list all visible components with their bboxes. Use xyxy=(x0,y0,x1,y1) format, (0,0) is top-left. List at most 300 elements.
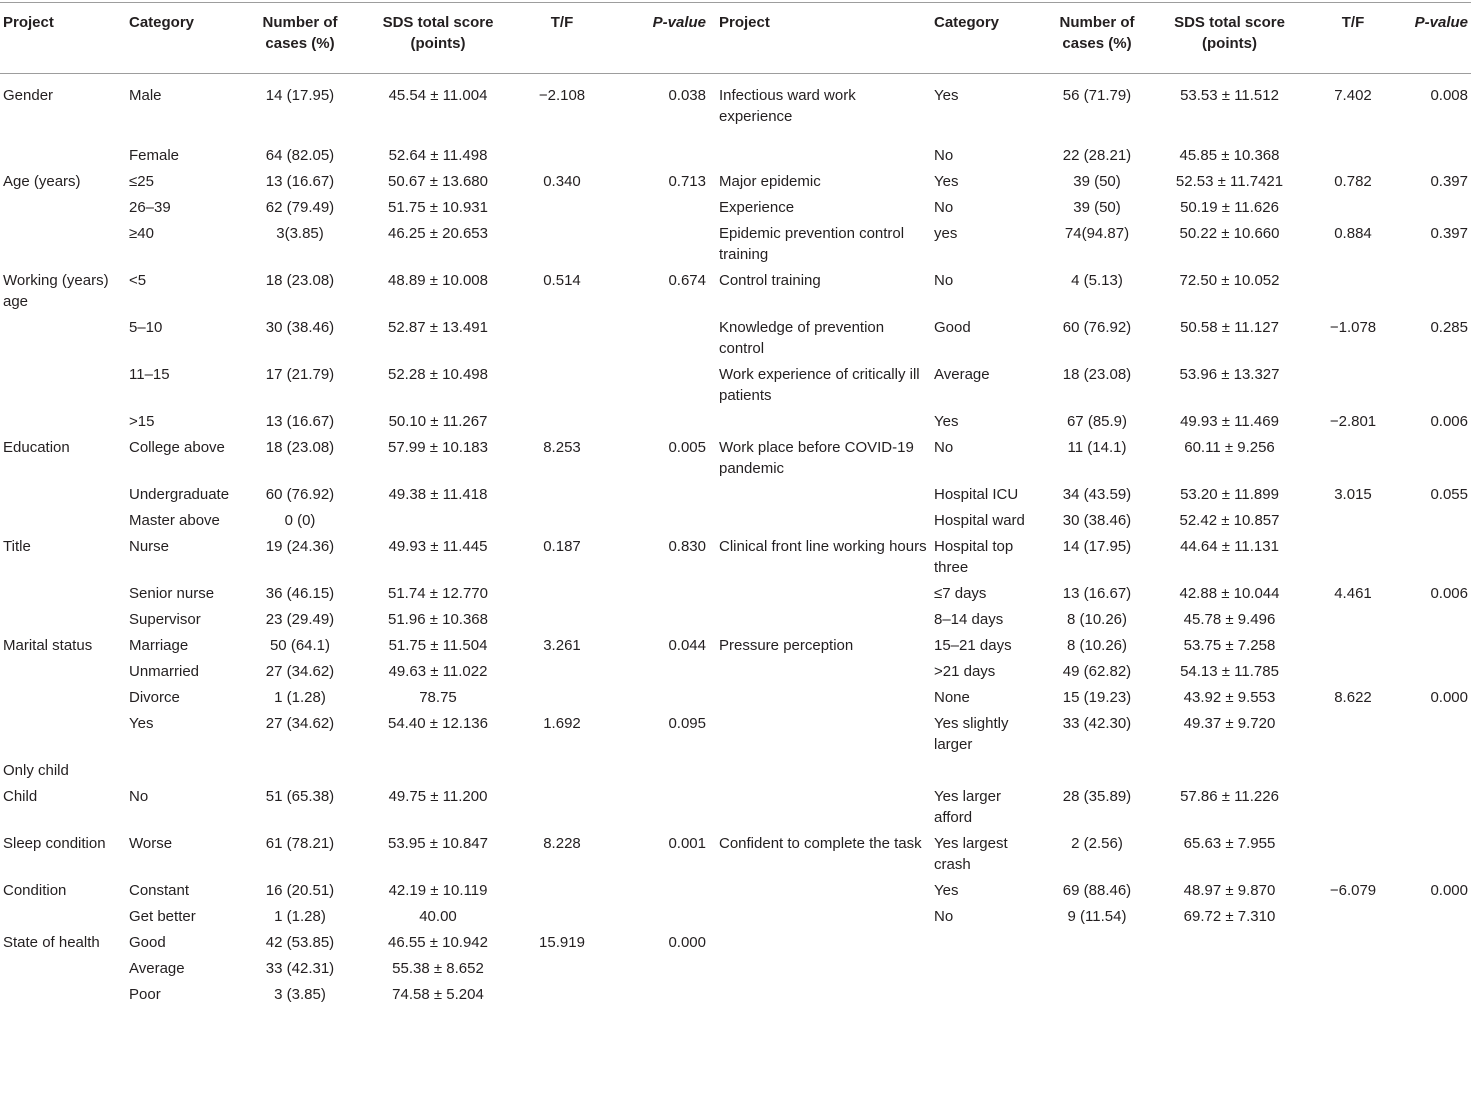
cell-project-2: Pressure perception xyxy=(719,637,854,654)
cell-tf: 0.187 xyxy=(543,538,581,555)
cell-cases-2 xyxy=(1042,930,1152,956)
cell-p-value xyxy=(598,758,709,784)
cell-project xyxy=(0,685,126,711)
table-row xyxy=(0,409,1471,435)
cell-sds-score-2: 44.64 ± 11.131 xyxy=(1180,538,1279,555)
cell-sds-score xyxy=(350,758,526,784)
cell-cases: 30 (38.46) xyxy=(265,319,335,336)
cell-tf-2: 4.461 xyxy=(1334,585,1372,602)
results-table xyxy=(0,2,1471,1008)
cell-project xyxy=(0,482,126,508)
cell-category-2: None xyxy=(934,689,970,706)
cell-category-2 xyxy=(931,956,1042,982)
cell-cases-2 xyxy=(1042,956,1152,982)
cell-project-2 xyxy=(709,581,931,607)
cell-p-value-2: 0.008 xyxy=(1430,87,1468,104)
cell-cases: 14 (17.95) xyxy=(265,87,335,104)
cell-category-2: Hospital ward xyxy=(934,512,1025,529)
cell-p-value xyxy=(598,143,709,169)
cell-sds-score: 51.96 ± 10.368 xyxy=(388,611,488,628)
cell-tf-2 xyxy=(1307,659,1399,685)
cell-sds-score: 42.19 ± 10.119 xyxy=(388,882,488,899)
cell-project xyxy=(0,982,126,1008)
cell-sds-score-2: 50.19 ± 11.626 xyxy=(1180,199,1279,216)
cell-project-2: Experience xyxy=(719,199,795,216)
cell-tf-2: 0.782 xyxy=(1334,173,1372,190)
cell-p-value-2 xyxy=(1399,711,1471,758)
cell-sds-score: 49.38 ± 11.418 xyxy=(388,486,488,503)
cell-category-2: ≤7 days xyxy=(934,585,987,602)
cell-sds-score: 53.95 ± 10.847 xyxy=(388,835,488,852)
table-row xyxy=(0,904,1471,930)
cell-p-value: 0.000 xyxy=(668,934,706,951)
cell-cases: 50 (64.1) xyxy=(269,637,331,654)
cell-sds-score-2: 65.63 ± 7.955 xyxy=(1183,835,1276,852)
cell-category-2: No xyxy=(934,439,954,456)
cell-sds-score: 40.00 xyxy=(419,908,457,925)
cell-p-value-2: 0.055 xyxy=(1430,486,1468,503)
cell-project-2: Epidemic prevention control training xyxy=(719,225,905,263)
cell-tf-2 xyxy=(1307,711,1399,758)
cell-cases-2: 9 (11.54) xyxy=(1067,908,1127,925)
cell-cases: 27 (34.62) xyxy=(265,663,335,680)
cell-p-value xyxy=(598,482,709,508)
cell-sds-score-2: 49.37 ± 9.720 xyxy=(1183,715,1276,732)
cell-sds-score-2 xyxy=(1152,930,1307,956)
cell-tf-2 xyxy=(1307,362,1399,409)
table-body xyxy=(0,74,1471,1009)
table-row xyxy=(0,982,1471,1008)
cell-cases-2: 39 (50) xyxy=(1073,199,1121,216)
cell-p-value-2 xyxy=(1399,435,1471,482)
cell-category: Yes xyxy=(129,715,154,732)
table-row xyxy=(0,581,1471,607)
cell-project-2: Major epidemic xyxy=(719,173,821,190)
cell-sds-score: 50.67 ± 13.680 xyxy=(388,173,488,190)
cell-tf: 1.692 xyxy=(543,715,581,732)
cell-sds-score: 48.89 ± 10.008 xyxy=(388,272,488,289)
cell-sds-score: 46.55 ± 10.942 xyxy=(388,934,488,951)
header-sds-score: SDS total score (points) xyxy=(350,3,526,74)
cell-tf-2: 0.884 xyxy=(1334,225,1372,242)
cell-category: 26–39 xyxy=(129,199,171,216)
cell-project: Working (years) age xyxy=(3,272,109,310)
cell-category-2: Yes largest crash xyxy=(934,835,1008,873)
cell-project-2 xyxy=(709,143,931,169)
cell-sds-score-2: 52.42 ± 10.857 xyxy=(1179,512,1280,529)
cell-project-2: Control training xyxy=(719,272,821,289)
cell-cases: 19 (24.36) xyxy=(265,538,335,555)
cell-cases: 1 (1.28) xyxy=(274,689,326,706)
cell-sds-score-2 xyxy=(1152,758,1307,784)
cell-tf-2: −1.078 xyxy=(1329,319,1377,336)
cell-cases: 13 (16.67) xyxy=(265,413,335,430)
cell-tf xyxy=(526,659,598,685)
cell-category-2: No xyxy=(934,272,954,289)
cell-sds-score-2: 45.85 ± 10.368 xyxy=(1179,147,1280,164)
cell-p-value xyxy=(598,904,709,930)
header-p-value-2-text: P-value xyxy=(1414,14,1468,31)
cell-cases-2: 15 (19.23) xyxy=(1062,689,1132,706)
cell-category: <5 xyxy=(129,272,147,289)
cell-sds-score-2: 42.88 ± 10.044 xyxy=(1179,585,1280,602)
cell-cases-2: 18 (23.08) xyxy=(1062,366,1132,383)
cell-tf xyxy=(526,482,598,508)
cell-tf xyxy=(526,878,598,904)
cell-sds-score: 52.64 ± 11.498 xyxy=(388,147,488,164)
cell-sds-score-2: 45.78 ± 9.496 xyxy=(1183,611,1276,628)
cell-project-2 xyxy=(709,904,931,930)
cell-tf-2 xyxy=(1307,758,1399,784)
cell-project-2 xyxy=(709,982,931,1008)
cell-p-value xyxy=(598,195,709,221)
cell-tf-2 xyxy=(1307,956,1399,982)
cell-sds-score-2: 69.72 ± 7.310 xyxy=(1183,908,1276,925)
cell-cases: 51 (65.38) xyxy=(265,788,335,805)
cell-category: Unmarried xyxy=(129,663,200,680)
header-category: Category xyxy=(126,3,250,74)
cell-category-2 xyxy=(931,758,1042,784)
cell-cases: 3(3.85) xyxy=(276,225,324,242)
cell-cases: 3 (3.85) xyxy=(274,986,326,1003)
cell-p-value: 0.713 xyxy=(668,173,706,190)
cell-cases: 60 (76.92) xyxy=(265,486,335,503)
table-row xyxy=(0,195,1471,221)
cell-project xyxy=(0,659,126,685)
cell-cases-2: 30 (38.46) xyxy=(1062,512,1132,529)
cell-sds-score-2: 72.50 ± 10.052 xyxy=(1179,272,1280,289)
cell-p-value-2 xyxy=(1399,195,1471,221)
cell-category: Marriage xyxy=(129,637,189,654)
cell-tf xyxy=(526,195,598,221)
cell-project-2: Work place before COVID-19 pandemic xyxy=(719,439,914,477)
cell-tf: 8.228 xyxy=(543,835,581,852)
cell-sds-score: 55.38 ± 8.652 xyxy=(392,960,484,977)
cell-p-value-2: 0.006 xyxy=(1430,585,1468,602)
cell-category: Get better xyxy=(129,908,196,925)
cell-category-2: Yes larger afford xyxy=(934,788,1001,826)
cell-category-2: yes xyxy=(934,225,958,242)
cell-project-2 xyxy=(709,482,931,508)
cell-project-2 xyxy=(709,607,931,633)
cell-category-2 xyxy=(931,982,1042,1008)
cell-p-value xyxy=(598,409,709,435)
cell-sds-score: 51.75 ± 11.504 xyxy=(388,637,488,654)
cell-project: Sleep condition xyxy=(3,835,106,852)
cell-project-2: Clinical front line working hours xyxy=(719,538,927,555)
header-number-of-cases: Number of cases (%) xyxy=(250,3,350,74)
cell-tf-2 xyxy=(1307,831,1399,878)
cell-p-value xyxy=(598,607,709,633)
cell-project-2 xyxy=(709,930,931,956)
cell-cases: 18 (23.08) xyxy=(265,272,335,289)
cell-sds-score-2: 48.97 ± 9.870 xyxy=(1183,882,1276,899)
cell-cases-2 xyxy=(1042,982,1152,1008)
cell-p-value xyxy=(598,982,709,1008)
cell-sds-score: 51.74 ± 12.770 xyxy=(388,585,488,602)
cell-category: Average xyxy=(129,960,185,977)
cell-project: Marital status xyxy=(3,637,93,654)
cell-tf-2 xyxy=(1307,784,1399,831)
cell-tf-2 xyxy=(1307,435,1399,482)
cell-p-value-2 xyxy=(1399,930,1471,956)
cell-project-2 xyxy=(709,711,931,758)
cell-tf: 0.340 xyxy=(543,173,581,190)
cell-tf xyxy=(526,758,598,784)
table-row xyxy=(0,878,1471,904)
cell-project: Education xyxy=(3,439,70,456)
cell-cases: 33 (42.31) xyxy=(265,960,335,977)
cell-project: Child xyxy=(3,788,38,805)
cell-tf-2: 8.622 xyxy=(1334,689,1372,706)
cell-p-value-2 xyxy=(1399,362,1471,409)
cell-project xyxy=(0,221,126,268)
cell-category: Constant xyxy=(129,882,190,899)
table-row xyxy=(0,711,1471,758)
cell-project-2: Work experience of critically ill patients xyxy=(719,366,920,404)
header-project-2: Project xyxy=(709,3,931,74)
cell-project: Title xyxy=(3,538,31,555)
cell-cases: 1 (1.28) xyxy=(274,908,326,925)
cell-cases: 62 (79.49) xyxy=(265,199,335,216)
cell-tf-2: 3.015 xyxy=(1334,486,1372,503)
cell-category-2: Hospital ICU xyxy=(934,486,1019,503)
cell-tf: 3.261 xyxy=(543,637,581,654)
cell-tf-2: −6.079 xyxy=(1329,882,1377,899)
cell-tf-2 xyxy=(1307,633,1399,659)
cell-p-value-2 xyxy=(1399,268,1471,315)
cell-p-value: 0.095 xyxy=(668,715,706,732)
cell-tf xyxy=(526,982,598,1008)
cell-sds-score-2: 43.92 ± 9.553 xyxy=(1183,689,1276,706)
cell-sds-score: 54.40 ± 12.136 xyxy=(388,715,488,732)
table-row xyxy=(0,169,1471,195)
cell-sds-score-2 xyxy=(1152,982,1307,1008)
cell-tf-2 xyxy=(1307,930,1399,956)
cell-cases-2: 8 (10.26) xyxy=(1066,637,1128,654)
cell-p-value xyxy=(598,221,709,268)
cell-p-value-2 xyxy=(1399,607,1471,633)
cell-project-2: Knowledge of prevention control xyxy=(719,319,885,357)
table-row xyxy=(0,221,1471,268)
cell-project: Age (years) xyxy=(3,173,81,190)
cell-category: Poor xyxy=(129,986,161,1003)
cell-p-value-2 xyxy=(1399,784,1471,831)
cell-project-2 xyxy=(709,659,931,685)
cell-project-2: Infectious ward work experience xyxy=(719,87,856,125)
table-row xyxy=(0,956,1471,982)
cell-project-2 xyxy=(709,784,931,831)
cell-category: 11–15 xyxy=(129,366,170,383)
cell-project: Only child xyxy=(3,762,69,779)
cell-cases-2 xyxy=(1042,758,1152,784)
cell-cases-2: 11 (14.1) xyxy=(1067,439,1127,456)
cell-tf xyxy=(526,784,598,831)
cell-p-value-2 xyxy=(1399,534,1471,581)
cell-tf xyxy=(526,409,598,435)
cell-sds-score-2: 53.75 ± 7.258 xyxy=(1183,637,1276,654)
cell-p-value-2 xyxy=(1399,508,1471,534)
table-row xyxy=(0,659,1471,685)
cell-sds-score: 51.75 ± 10.931 xyxy=(388,199,488,216)
cell-sds-score: 50.10 ± 11.267 xyxy=(388,413,488,430)
cell-tf: 8.253 xyxy=(543,439,581,456)
cell-p-value: 0.005 xyxy=(668,439,706,456)
cell-project-2 xyxy=(709,508,931,534)
cell-project-2 xyxy=(709,878,931,904)
cell-project xyxy=(0,904,126,930)
table-row xyxy=(0,534,1471,581)
cell-p-value-2 xyxy=(1399,904,1471,930)
cell-cases xyxy=(250,758,350,784)
table-row xyxy=(0,143,1471,169)
cell-sds-score: 52.28 ± 10.498 xyxy=(388,366,488,383)
table-row xyxy=(0,435,1471,482)
cell-tf: 15.919 xyxy=(539,934,585,951)
cell-p-value-2: 0.006 xyxy=(1430,413,1468,430)
cell-p-value-2: 0.285 xyxy=(1430,319,1468,336)
cell-project xyxy=(0,607,126,633)
cell-category-2: 15–21 days xyxy=(934,637,1012,654)
cell-p-value xyxy=(598,508,709,534)
cell-tf-2 xyxy=(1307,982,1399,1008)
cell-project-2 xyxy=(709,758,931,784)
header-p-value-text: P-value xyxy=(652,14,706,31)
cell-sds-score-2: 60.11 ± 9.256 xyxy=(1184,439,1275,456)
cell-category: Supervisor xyxy=(129,611,201,628)
cell-p-value xyxy=(598,784,709,831)
table-row xyxy=(0,930,1471,956)
cell-project xyxy=(0,315,126,362)
cell-tf xyxy=(526,508,598,534)
cell-project-2 xyxy=(709,409,931,435)
cell-sds-score-2: 50.22 ± 10.660 xyxy=(1179,225,1280,242)
cell-sds-score-2: 54.13 ± 11.785 xyxy=(1180,663,1279,680)
cell-tf-2 xyxy=(1307,607,1399,633)
table-row xyxy=(0,784,1471,831)
table-row xyxy=(0,633,1471,659)
cell-category: Good xyxy=(129,934,166,951)
cell-project-2 xyxy=(709,685,931,711)
cell-project xyxy=(0,409,126,435)
cell-cases-2: 4 (5.13) xyxy=(1071,272,1123,289)
cell-project: Condition xyxy=(3,882,67,899)
cell-cases: 13 (16.67) xyxy=(265,173,335,190)
cell-cases: 0 (0) xyxy=(284,512,316,529)
cell-cases: 17 (21.79) xyxy=(265,366,335,383)
cell-category: College above xyxy=(129,439,225,456)
table-row xyxy=(0,758,1471,784)
cell-project-2 xyxy=(709,956,931,982)
cell-project xyxy=(0,508,126,534)
cell-category: Male xyxy=(129,87,162,104)
cell-p-value xyxy=(598,659,709,685)
cell-category: ≥40 xyxy=(129,225,154,242)
cell-category: Nurse xyxy=(129,538,170,555)
header-tf: T/F xyxy=(526,3,598,74)
cell-p-value xyxy=(598,362,709,409)
cell-project xyxy=(0,195,126,221)
cell-category: Worse xyxy=(129,835,173,852)
cell-cases-2: 8 (10.26) xyxy=(1066,611,1128,628)
cell-category-2: Yes xyxy=(934,413,959,430)
cell-category-2: 8–14 days xyxy=(934,611,1004,628)
cell-cases-2: 49 (62.82) xyxy=(1062,663,1132,680)
cell-cases-2: 14 (17.95) xyxy=(1062,538,1132,555)
table-row xyxy=(0,315,1471,362)
cell-tf xyxy=(526,221,598,268)
cell-cases-2: 33 (42.30) xyxy=(1062,715,1132,732)
cell-sds-score-2: 53.96 ± 13.327 xyxy=(1179,366,1280,383)
cell-category: Female xyxy=(129,147,180,164)
cell-project xyxy=(0,143,126,169)
cell-tf xyxy=(526,581,598,607)
cell-tf xyxy=(526,362,598,409)
cell-cases: 16 (20.51) xyxy=(265,882,335,899)
table-row xyxy=(0,268,1471,315)
cell-p-value xyxy=(598,878,709,904)
cell-sds-score: 52.87 ± 13.491 xyxy=(388,319,488,336)
header-tf-2: T/F xyxy=(1307,3,1399,74)
cell-category-2: Yes slightly larger xyxy=(934,715,1009,753)
cell-category-2: No xyxy=(934,199,954,216)
cell-tf-2 xyxy=(1307,904,1399,930)
cell-p-value-2 xyxy=(1399,956,1471,982)
cell-p-value-2: 0.000 xyxy=(1430,689,1468,706)
cell-p-value xyxy=(598,956,709,982)
cell-category: ≤25 xyxy=(129,173,154,190)
cell-tf xyxy=(526,315,598,362)
cell-cases-2: 56 (71.79) xyxy=(1062,87,1132,104)
cell-cases-2: 22 (28.21) xyxy=(1062,147,1132,164)
cell-tf xyxy=(526,956,598,982)
cell-p-value-2 xyxy=(1399,659,1471,685)
cell-category-2: Yes xyxy=(934,882,959,899)
cell-sds-score: 74.58 ± 5.204 xyxy=(392,986,484,1003)
cell-cases: 23 (29.49) xyxy=(265,611,335,628)
header-project: Project xyxy=(0,3,126,74)
cell-project: Gender xyxy=(3,87,54,104)
cell-category xyxy=(126,758,250,784)
cell-sds-score: 49.75 ± 11.200 xyxy=(388,788,488,805)
cell-sds-score-2: 49.93 ± 11.469 xyxy=(1180,413,1279,430)
cell-tf-2: −2.801 xyxy=(1329,413,1377,430)
table-row xyxy=(0,362,1471,409)
cell-p-value: 0.001 xyxy=(668,835,706,852)
table-row xyxy=(0,685,1471,711)
table-row xyxy=(0,508,1471,534)
cell-cases: 61 (78.21) xyxy=(265,835,335,852)
cell-tf-2 xyxy=(1307,195,1399,221)
cell-p-value: 0.674 xyxy=(668,272,706,289)
cell-category: Divorce xyxy=(129,689,180,706)
cell-category-2: >21 days xyxy=(934,663,996,680)
header-sds-score-2: SDS total score (points) xyxy=(1152,3,1307,74)
cell-sds-score: 57.99 ± 10.183 xyxy=(388,439,488,456)
cell-cases-2: 2 (2.56) xyxy=(1071,835,1123,852)
cell-cases-2: 34 (43.59) xyxy=(1062,486,1132,503)
header-category-2: Category xyxy=(931,3,1042,74)
cell-project: State of health xyxy=(3,934,100,951)
table-header xyxy=(0,3,1471,74)
cell-p-value: 0.044 xyxy=(668,637,706,654)
cell-p-value-2 xyxy=(1399,982,1471,1008)
cell-cases: 64 (82.05) xyxy=(265,147,335,164)
cell-tf-2: 7.402 xyxy=(1334,87,1372,104)
cell-cases-2: 39 (50) xyxy=(1073,173,1121,190)
cell-category: Senior nurse xyxy=(129,585,215,602)
cell-p-value xyxy=(598,685,709,711)
